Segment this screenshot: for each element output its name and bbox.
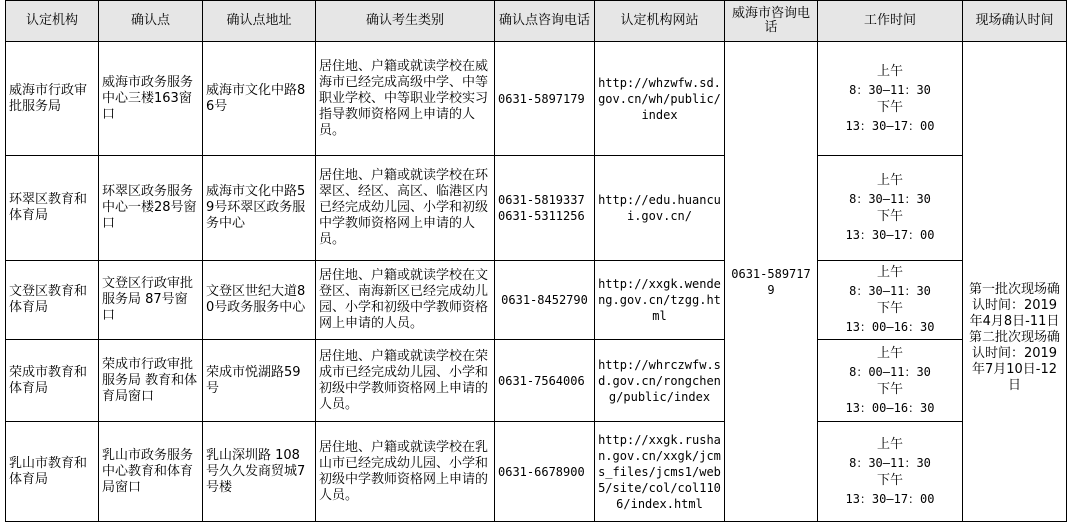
pm-time: 13：30—17：00	[845, 491, 935, 506]
website-cell[interactable]: http://whzwfw.sd.gov.cn/wh/public/index	[595, 42, 725, 156]
header-org: 认定机构	[6, 1, 99, 42]
category-cell: 居住地、户籍或就读学校在威海市已经完成高级中学、中等职业学校、中等职业学校实习指导教师资格网上申请的人员。	[316, 42, 495, 156]
pm-label: 下午	[876, 209, 903, 224]
phone-cell: 0631-5897179	[495, 42, 595, 156]
work-time-cell	[818, 156, 963, 261]
phone-cell: 0631-7564006	[495, 340, 595, 422]
address-cell: 乳山深圳路 108号久久发商贸城7号楼	[203, 422, 316, 522]
pm-time: 13：30—17：00	[845, 228, 935, 242]
phone-cell: 0631-5819337 0631-5311256	[495, 156, 595, 261]
header-phone: 确认点咨询电话	[495, 1, 595, 42]
am-time: 8：30—11：30	[849, 455, 931, 470]
pm-label: 下午	[876, 99, 903, 115]
am-time: 8：30—11：30	[849, 82, 931, 97]
category-text: 居住地、户籍或就读学校在文登区、南海新区已经完成幼儿园、小学和初级中学教师资格网上申请的人员。	[319, 268, 489, 331]
table-row	[6, 156, 1067, 261]
category-cell: 居住地、户籍或就读学校在乳山市已经完成幼儿园、小学和初级中学教师资格网上申请的人员。	[316, 422, 495, 522]
address-cell: 文登区世纪大道80号政务服务中心	[203, 261, 316, 340]
am-time: 8：30—11：30	[849, 192, 931, 206]
org-cell: 荣成市教育和体育局	[6, 340, 99, 422]
pm-time: 13：30—17：00	[845, 118, 935, 133]
pm-time: 13：00—16：30	[845, 400, 935, 415]
header-website: 认定机构网站	[595, 1, 725, 42]
phone-cell: 0631-8452790	[495, 261, 595, 340]
header-work-time: 工作时间	[818, 1, 963, 42]
table-row	[6, 261, 1067, 340]
pm-label: 下午	[876, 381, 903, 397]
weihai-phone-cell: 0631-5897179	[725, 42, 818, 522]
point-cell: 威海市政务服务中心三楼163窗口	[99, 42, 203, 156]
website-cell[interactable]: http://xxgk.rushan.gov.cn/xxgk/jcms_files/jcms1/web5/site/col/col1106/index.html	[595, 422, 725, 522]
work-time-cell	[818, 422, 963, 522]
header-onsite-time: 现场确认时间	[963, 1, 1067, 42]
header-point: 确认点	[99, 1, 203, 42]
category-cell: 居住地、户籍或就读学校在荣成市已经完成幼儿园、小学和初级中学教师资格网上申请的人员。	[316, 340, 495, 422]
am-label: 上午	[876, 63, 903, 79]
confirmation-table	[5, 0, 1067, 522]
point-cell: 文登区行政审批服务局 87号窗口	[99, 261, 203, 340]
category-cell: 居住地、户籍或就读学校在环翠区、经区、高区、临港区内已经完成幼儿园、小学和初级中学教师资格网上申请的人员。	[316, 156, 495, 261]
table-row	[6, 340, 1067, 422]
point-cell: 乳山市政务服务中心教育和体育局窗口	[99, 422, 203, 522]
pm-time: 13：00—16：30	[845, 320, 935, 334]
pm-label: 下午	[876, 301, 903, 316]
pm-label: 下午	[876, 472, 903, 488]
work-time-cell	[818, 261, 963, 340]
onsite-time-cell: 第一批次现场确认时间：2019年4月8日-11日 第二批次现场确认时间：2019年7月10日-12日	[963, 156, 1067, 522]
address-cell: 荣成市悦湖路59号	[203, 340, 316, 422]
website-cell[interactable]: http://edu.huancui.gov.cn/	[595, 156, 725, 261]
org-cell: 威海市行政审批服务局	[6, 42, 99, 156]
address-cell: 威海市文化中路86号	[203, 42, 316, 156]
work-time-cell	[818, 340, 963, 422]
header-weihai-phone: 威海市咨询电话	[725, 1, 818, 42]
am-time: 8：30—11：30	[849, 284, 931, 298]
website-cell[interactable]: http://xxgk.wendeng.gov.cn/tzgg.html	[595, 261, 725, 340]
header-address: 确认点地址	[203, 1, 316, 42]
category-cell	[316, 261, 495, 340]
point-cell: 荣成市行政审批服务局 教育和体育局窗口	[99, 340, 203, 422]
am-label: 上午	[876, 345, 903, 361]
phone-cell: 0631-6678900	[495, 422, 595, 522]
work-time-cell	[818, 42, 963, 156]
org-cell: 乳山市教育和体育局	[6, 422, 99, 522]
org-cell: 文登区教育和体育局	[6, 261, 99, 340]
address-cell: 威海市文化中路59号环翠区政务服务中心	[203, 156, 316, 261]
onsite-time-blank	[963, 42, 1067, 156]
org-cell: 环翠区教育和体育局	[6, 156, 99, 261]
am-label: 上午	[876, 436, 903, 452]
am-label: 上午	[876, 173, 903, 188]
table-row	[6, 42, 1067, 156]
am-label: 上午	[876, 265, 903, 280]
header-row	[6, 1, 1067, 42]
header-category: 确认考生类别	[316, 1, 495, 42]
table-row	[6, 422, 1067, 522]
am-time: 8：00—11：30	[849, 364, 931, 379]
point-cell: 环翠区政务服务中心一楼28号窗口	[99, 156, 203, 261]
website-cell[interactable]: http://whrczwfw.sd.gov.cn/rongcheng/public/index	[595, 340, 725, 422]
